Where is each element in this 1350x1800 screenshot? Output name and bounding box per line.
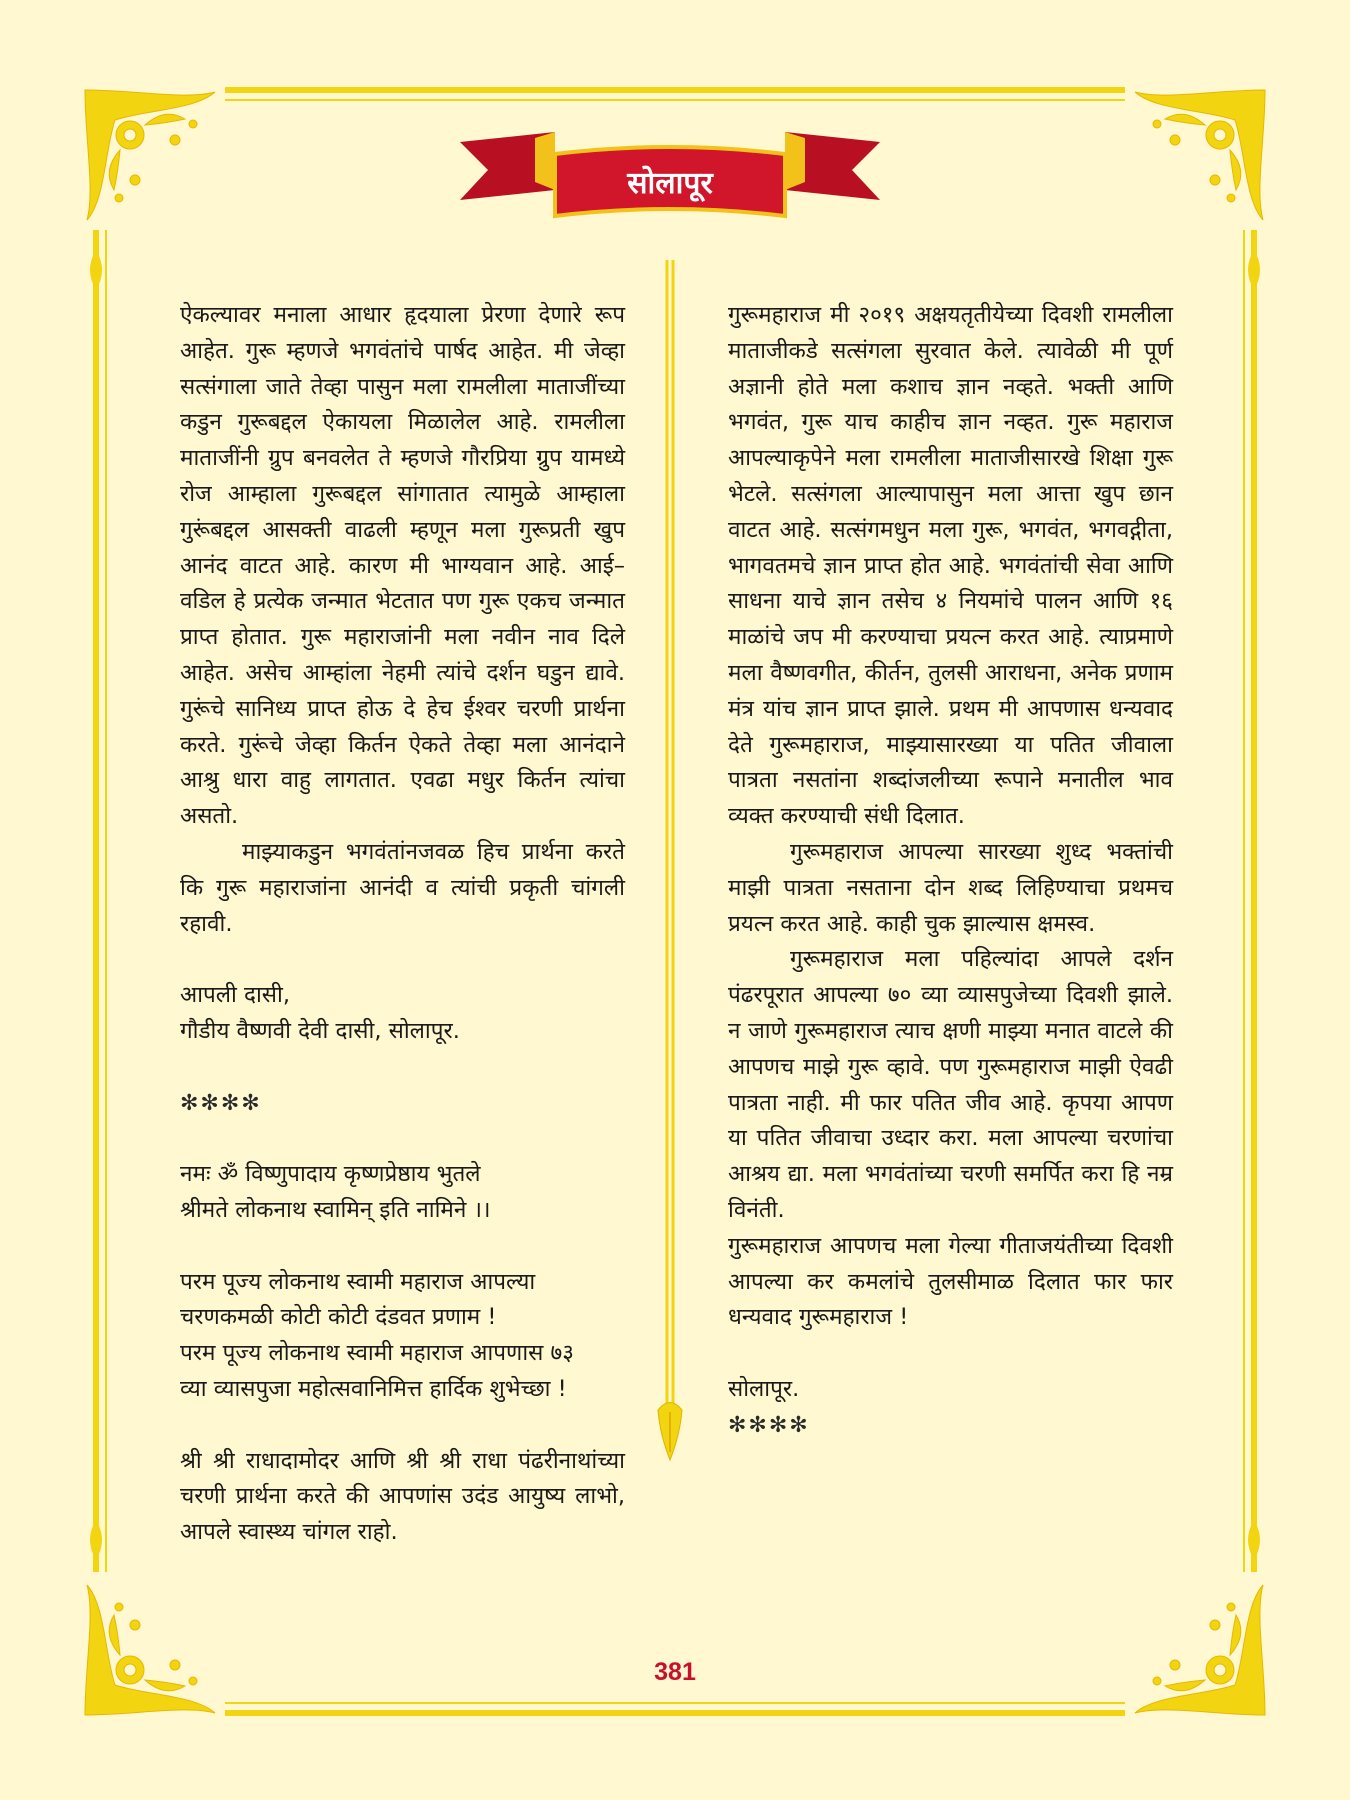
corner-ornament-bottom-right <box>1125 1575 1275 1725</box>
signature-line: आपली दासी, <box>180 982 290 1009</box>
closing-line: सोलापूर. <box>728 1375 800 1402</box>
column-divider <box>650 260 690 1470</box>
separator-stars: ✻✻✻✻ <box>728 1412 810 1438</box>
text-line: परम पूज्य लोकनाथ स्वामी महाराज आपणास ७३ <box>180 1340 574 1367</box>
title-ribbon-banner <box>460 120 880 230</box>
separator-stars: ✻✻✻✻ <box>180 1090 262 1116</box>
corner-ornament-bottom-left <box>75 1575 225 1725</box>
right-text-column <box>728 298 1173 1444</box>
page-title: सोलापूर <box>627 166 713 201</box>
page-number: 381 <box>654 1658 696 1686</box>
text-line: व्या व्यासपुजा महोत्सवानिमित्त हार्दिक शुभेच्छा ! <box>180 1375 567 1402</box>
paragraph: गुरूमहाराज मी २०१९ अक्षयतृतीयेच्या दिवशी रामलीला माताजीकडे सत्संगला सुरवात केले. त्यावेळी मी पूर्ण अज्ञानी होते मला कशाच ज्ञान नव्हते. भक्ती आणि भगवंत, गुरू याच काहीच ज्ञान नव्हत. गुरू महाराज आपल्याकृपेने मला रामलीला माताजीसारखे शिक्षा गुरू भेटले. सत्संगला आल्यापासुन मला आत्ता खुप छान वाटत आहे. सत्संगमधुन मला गुरू, भगवंत, भगवद्गीता, भागवतमचे ज्ञान प्राप्त होत आहे. भगवंतांची सेवा आणि साधना याचे ज्ञान तसेच ४ नियमांचे पालन आणि १६ माळांचे जप मी करण्याचा प्रयत्न करत आहे. त्याप्रमाणे मला वैष्णवगीत, कीर्तन, तुलसी आराधना, अनेक प्रणाम मंत्र यांच ज्ञान प्राप्त झाले. प्रथम मी आपणास धन्यवाद देते गुरूमहाराज, माझ्यासारख्या या पतित जीवाला पात्रता नसतांना शब्दांजलीच्या रूपाने मनातील भाव व्यक्त करण्याची संधी दिलात. <box>728 302 1173 830</box>
left-text-column <box>180 298 625 1551</box>
signature-line: गौडीय वैष्णवी देवी दासी, सोलापूर. <box>180 1017 460 1044</box>
paragraph: श्री श्री राधादामोदर आणि श्री श्री राधा पंढरीनाथांच्या चरणी प्रार्थना करते की आपणांस उदंड आयुष्य लाभो, आपले स्वास्थ्य चांगल राहो. <box>180 1447 625 1546</box>
verse-line: श्रीमते लोकनाथ स्वामिन् इति नामिने ।। <box>180 1196 491 1223</box>
paragraph: माझ्याकडुन भगवंतांनजवळ हिच प्रार्थना करते कि गुरू महाराजांना आनंदी व त्यांची प्रकृती चांगली रहावी. <box>180 838 625 937</box>
paragraph: गुरूमहाराज मला पहिल्यांदा आपले दर्शन पंढरपूरात आपल्या ७० व्या व्यासपुजेच्या दिवशी झाले. न जाणे गुरूमहाराज त्याच क्षणी माझ्या मनात वाटले की आपणच माझे गुरू व्हावे. पण गुरूमहाराज माझी ऐवढी पात्रता नाही. मी फार पतित जीव आहे. कृपया आपण या पतित जीवाचा उध्दार करा. मला आपल्या चरणांचा आश्रय द्या. मला भगवंतांच्या चरणी समर्पित करा हि नम्र विनंती. <box>728 946 1173 1223</box>
paragraph: गुरूमहाराज आपणच मला गेल्या गीताजयंतीच्या दिवशी आपल्या कर कमलांचे तुलसीमाळ दिलात फार फार धन्यवाद गुरूमहाराज ! <box>728 1232 1173 1331</box>
corner-ornament-top-right <box>1125 80 1275 230</box>
paragraph: ऐकल्यावर मनाला आधार हृदयाला प्रेरणा देणारे रूप आहेत. गुरू म्हणजे भगवंतांचे पार्षद आहेत. मी जेव्हा सत्संगाला जाते तेव्हा पासुन मला रामलीला माताजींच्या कडुन गुरूबद्दल ऐकायला मिळालेल आहे. रामलीला माताजींनी ग्रुप बनवलेत ते म्हणजे गौरप्रिया ग्रुप यामध्ये रोज आम्हाला गुरूबद्दल सांगातात त्यामुळे आम्हाला गुरूंबद्दल आसक्ती वाढली म्हणून मला गुरूप्रती खुप आनंद वाटत आहे. कारण मी भाग्यवान आहे. आई–वडिल हे प्रत्येक जन्मात भेटतात पण गुरू एकच जन्मात प्राप्त होतात. गुरू महाराजांनी मला नवीन नाव दिले आहेत. असेच आम्हांला नेहमी त्यांचे दर्शन घडुन द्यावे. गुरूंचे सानिध्य प्राप्त होऊ दे हेच ईश्वर चरणी प्रार्थना करते. गुरूंचे जेव्हा किर्तन ऐकते तेव्हा मला आनंदाने आश्रु धारा वाहु लागतात. एवढा मधुर किर्तन त्यांचा असतो. <box>180 302 625 830</box>
paragraph: गुरूमहाराज आपल्या सारख्या शुध्द भक्तांची माझी पात्रता नसताना दोन शब्द लिहिण्याचा प्रथमच प्रयत्न करत आहे. काही चुक झाल्यास क्षमस्व. <box>728 838 1173 937</box>
text-line: परम पूज्य लोकनाथ स्वामी महाराज आपल्या <box>180 1268 536 1295</box>
corner-ornament-top-left <box>75 80 225 230</box>
text-line: चरणकमळी कोटी कोटी दंडवत प्रणाम ! <box>180 1304 497 1331</box>
verse-line: नमः ॐ विष्णुपादाय कृष्णप्रेष्ठाय भुतले <box>180 1161 481 1188</box>
